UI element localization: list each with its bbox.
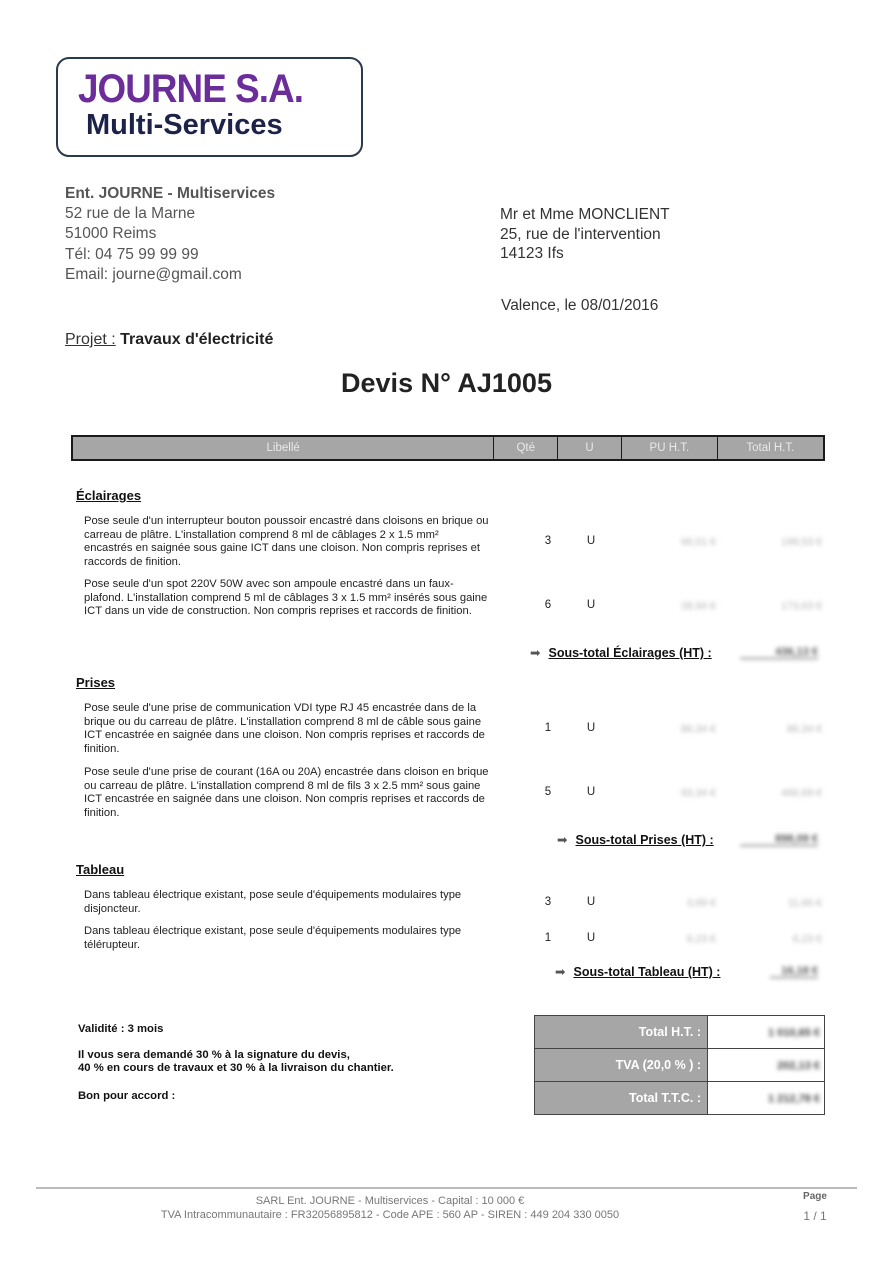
arrow-right-icon: ➡ [530, 646, 541, 660]
item-qty: 6 [544, 599, 552, 611]
validity-note: Validité : 3 mois [78, 1023, 164, 1035]
col-pu: PU H.T. [621, 436, 717, 460]
arrow-right-icon: ➡ [555, 965, 566, 979]
item-description: Dans tableau électrique existant, pose seule d'équipements modulaires type télérupteur. [84, 925, 462, 951]
item-price: 93,34 € [680, 787, 716, 799]
subtotal-label: Sous-total Tableau (HT) : [573, 965, 721, 979]
subtotal-row [530, 645, 712, 660]
subtotal-label: Sous-total Éclairages (HT) : [548, 646, 712, 660]
section-title: Tableau [76, 862, 125, 877]
item-price: 6,23 € [686, 933, 716, 945]
item-unit: U [586, 932, 596, 944]
item-qty: 1 [544, 932, 552, 944]
subtotal-row [557, 832, 714, 847]
total-ht-label: Total H.T. : [535, 1016, 708, 1049]
item-description: Pose seule d'une prise de courant (16A ou 20A) encastrée dans cloison en brique ou carreau de plâtre. L'installation comprend 8 ml de fils 3 x 2.5 mm² sous gaine ICT encastrée en saignée dans une cloison. Non compris reprises et raccords de finition. [84, 766, 489, 820]
recipient-name: Mr et Mme MONCLIENT [500, 206, 670, 223]
col-total: Total H.T. [717, 436, 824, 460]
total-ht-value: 1 010,65 € [768, 1027, 820, 1039]
item-total: 11,66 € [787, 897, 822, 909]
tva-label: TVA (20,0 % ) : [535, 1049, 708, 1082]
item-unit: U [586, 786, 596, 798]
project-value: Travaux d'électricité [120, 331, 274, 348]
item-description: Pose seule d'une prise de communication VDI type RJ 45 encastrée dans de la brique ou du carreau de plâtre. L'installation comprend 8 ml de câble sous gaine ICT encastrée en saignée dans une cloison. Non compris reprises et raccords de finition. [84, 702, 485, 756]
page-number: 1 / 1 [803, 1209, 827, 1223]
item-description: Pose seule d'un spot 220V 50W avec son ampoule encastré dans un faux-plafond. L'installation comprend 5 ml de câblages 3 x 1.5 mm² insérés sous gaine ICT dans un vide de construction. Non compris reprises et raccords de finition. [84, 578, 488, 618]
item-total: 173,63 € [781, 600, 822, 612]
item-description: Pose seule d'un interrupteur bouton poussoir encastré dans cloisons en brique ou carreau de plâtre. L'installation comprend 8 ml de câblages 2 x 1.5 mm² encastrés en saignée sous gaine ICT dans une cloison. Non compris reprises et raccords de finition. [84, 515, 489, 569]
subtotal-value: 898,09 € [740, 833, 818, 846]
recipient-block [500, 205, 670, 264]
footer-divider [36, 1187, 857, 1189]
totals-row [535, 1049, 825, 1082]
section-title: Éclairages [76, 488, 142, 503]
item-unit: U [586, 599, 596, 611]
item-total: 466,69 € [781, 787, 822, 799]
sender-address: 52 rue de la Marne [65, 205, 196, 222]
recipient-address: 25, rue de l'intervention [500, 225, 661, 243]
item-total: 6,23 € [792, 933, 822, 945]
subtotal-label: Sous-total Prises (HT) : [575, 833, 714, 847]
project-line [65, 331, 273, 349]
item-description: Dans tableau électrique existant, pose seule d'équipements modulaires type disjoncteur. [84, 889, 462, 915]
payment-note-line2: 40 % en cours de travaux et 30 % à la livraison du chantier. [78, 1062, 394, 1074]
item-qty: 1 [544, 722, 552, 734]
footer-legal [100, 1194, 680, 1222]
item-total: 199,53 € [781, 536, 822, 548]
totals-row [535, 1082, 825, 1115]
payment-note-line1: Il vous sera demandé 30 % à la signature du devis, [78, 1049, 350, 1061]
col-qte: Qté [494, 436, 558, 460]
logo-subtitle: Multi-Services [86, 109, 283, 141]
totals-row [535, 1016, 825, 1049]
page-label: Page [803, 1191, 827, 1202]
item-price: 28,94 € [680, 600, 716, 612]
item-price: 66,51 € [680, 536, 716, 548]
item-total: 86,34 € [786, 723, 822, 735]
project-label: Projet : [65, 331, 116, 348]
table-header [71, 435, 825, 461]
sender-email: Email: journe@gmail.com [65, 266, 242, 283]
total-ttc-label: Total T.T.C. : [535, 1082, 708, 1115]
agreement-note: Bon pour accord : [78, 1090, 176, 1102]
item-qty: 3 [544, 896, 552, 908]
item-price: 86,34 € [680, 723, 716, 735]
subtotal-value: 16,18 € [770, 965, 818, 978]
col-libelle: Libellé [266, 442, 300, 454]
company-logo [56, 57, 363, 157]
item-unit: U [586, 896, 596, 908]
col-unit: U [558, 436, 622, 460]
sender-city: 51000 Reims [65, 225, 157, 242]
arrow-right-icon: ➡ [557, 833, 568, 847]
document-title: Devis N° AJ1005 [341, 368, 552, 398]
item-unit: U [586, 535, 596, 547]
tva-value: 202,13 € [777, 1060, 820, 1072]
logo-name: JOURNE S.A. [78, 67, 304, 111]
sender-block [65, 184, 275, 285]
footer-line2: TVA Intracommunautaire : FR32056895812 - Code APE : 560 AP - SIREN : 449 204 330 0050 [160, 1209, 620, 1221]
recipient-city: 14123 Ifs [500, 245, 564, 262]
item-unit: U [586, 722, 596, 734]
totals-table [534, 1015, 825, 1115]
item-qty: 3 [544, 535, 552, 547]
sender-company: Ent. JOURNE - Multiservices [65, 185, 276, 202]
sender-phone: Tél: 04 75 99 99 99 [65, 246, 199, 263]
subtotal-row [555, 964, 720, 979]
subtotal-value: 436,13 € [740, 646, 818, 659]
total-ttc-value: 1 212,78 € [768, 1093, 820, 1105]
place-date: Valence, le 08/01/2016 [501, 297, 659, 314]
footer-line1: SARL Ent. JOURNE - Multiservices - Capital : 10 000 € [255, 1195, 525, 1207]
item-price: 3,89 € [686, 897, 716, 909]
item-qty: 5 [544, 786, 552, 798]
section-title: Prises [76, 675, 116, 690]
